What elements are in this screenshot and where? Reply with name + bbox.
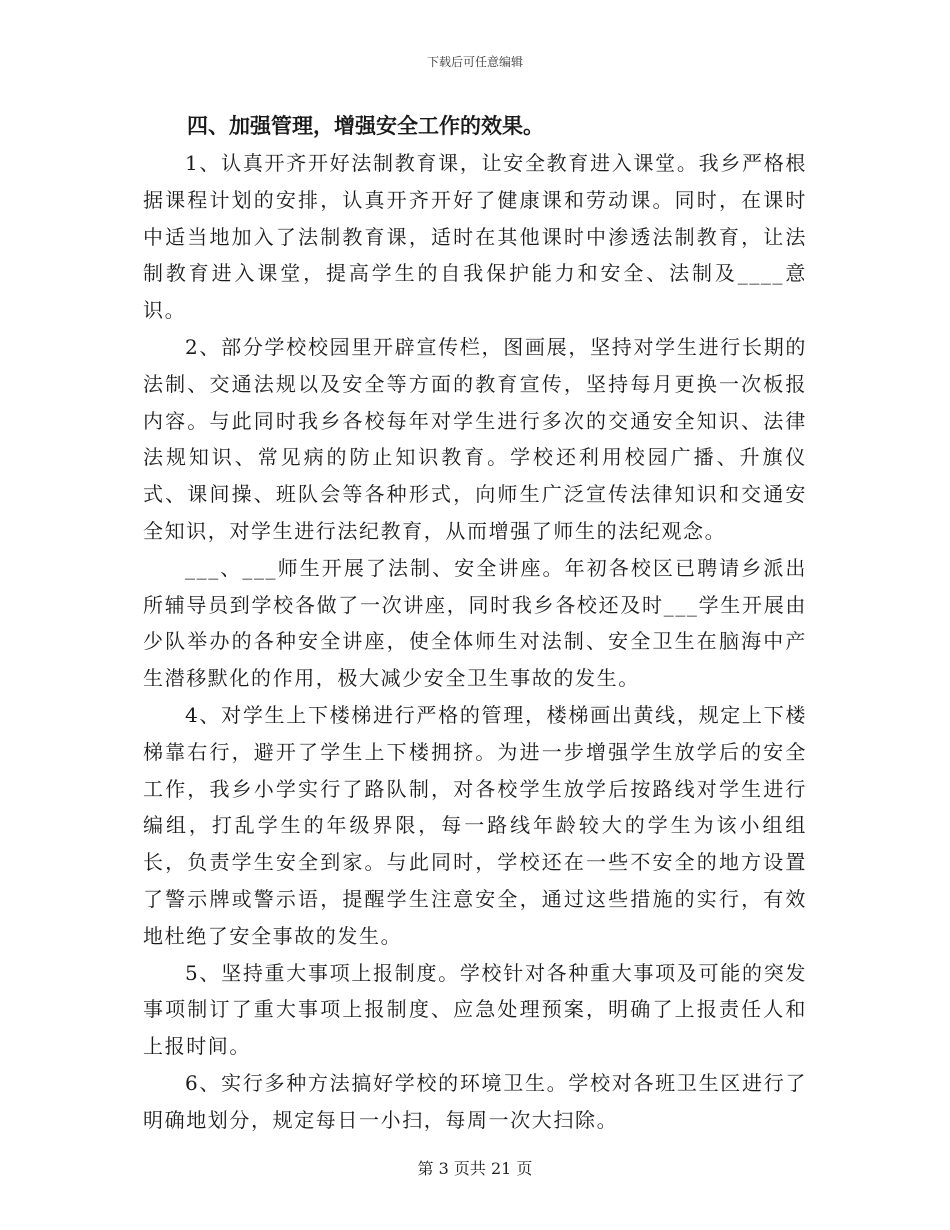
section-heading: 四、加强管理，增强安全工作的效果。 bbox=[187, 113, 544, 138]
paragraph-4: 4、对学生上下楼梯进行严格的管理，楼梯画出黄线，规定上下楼梯靠右行，避开了学生上下楼拥挤。为进一步增强学生放学后的安全工作，我乡小学实行了路队制，对各校学生放学后按路线对学生进行编组，打乱学生的年级界限，每一路线年龄较大的学生为该小组组长，负责学生安全到家。与此同时，学校还在一些不安全的地方设置了警示牌或警示语，提醒学生注意安全，通过这些措施的实行，有效地杜绝了安全事故的发生。 bbox=[143, 702, 807, 948]
document-body bbox=[143, 106, 807, 1139]
paragraph-3: ___、___师生开展了法制、安全讲座。年初各校区已聘请乡派出所辅导员到学校各做了一次讲座，同时我乡各校还及时___学生开展由少队举办的各种安全讲座，使全体师生对法制、安全卫生在脑海中产生潜移默化的作用，极大减少安全卫生事故的发生。 bbox=[143, 555, 807, 691]
paragraph-2: 2、部分学校校园里开辟宣传栏，图画展，坚持对学生进行长期的法制、交通法规以及安全等方面的教育宣传，坚持每月更换一次板报内容。与此同时我乡各校每年对学生进行多次的交通安全知识、法律法规知识、常见病的防止知识教育。学校还利用校园广播、升旗仪式、课间操、班队会等各种形式，向师生广泛宣传法律知识和交通安全知识，对学生进行法纪教育，从而增强了师生的法纪观念。 bbox=[143, 334, 807, 543]
header-note: 下载后可任意编辑 bbox=[426, 55, 523, 69]
page-number-footer: 第 3 页共 21 页 bbox=[417, 1159, 533, 1178]
paragraph-6: 6、实行多种方法搞好学校的环境卫生。学校对各班卫生区进行了明确地划分，规定每日一小扫，每周一次大扫除。 bbox=[143, 1070, 807, 1132]
paragraph-1: 1、认真开齐开好法制教育课，让安全教育进入课堂。我乡严格根据课程计划的安排，认真开齐开好了健康课和劳动课。同时，在课时中适当地加入了法制教育课，适时在其他课时中渗透法制教育，让法制教育进入课堂，提高学生的自我保护能力和安全、法制及____意识。 bbox=[143, 151, 807, 323]
paragraph-5: 5、坚持重大事项上报制度。学校针对各种重大事项及可能的突发事项制订了重大事项上报制度、应急处理预案，明确了上报责任人和上报时间。 bbox=[143, 960, 807, 1059]
